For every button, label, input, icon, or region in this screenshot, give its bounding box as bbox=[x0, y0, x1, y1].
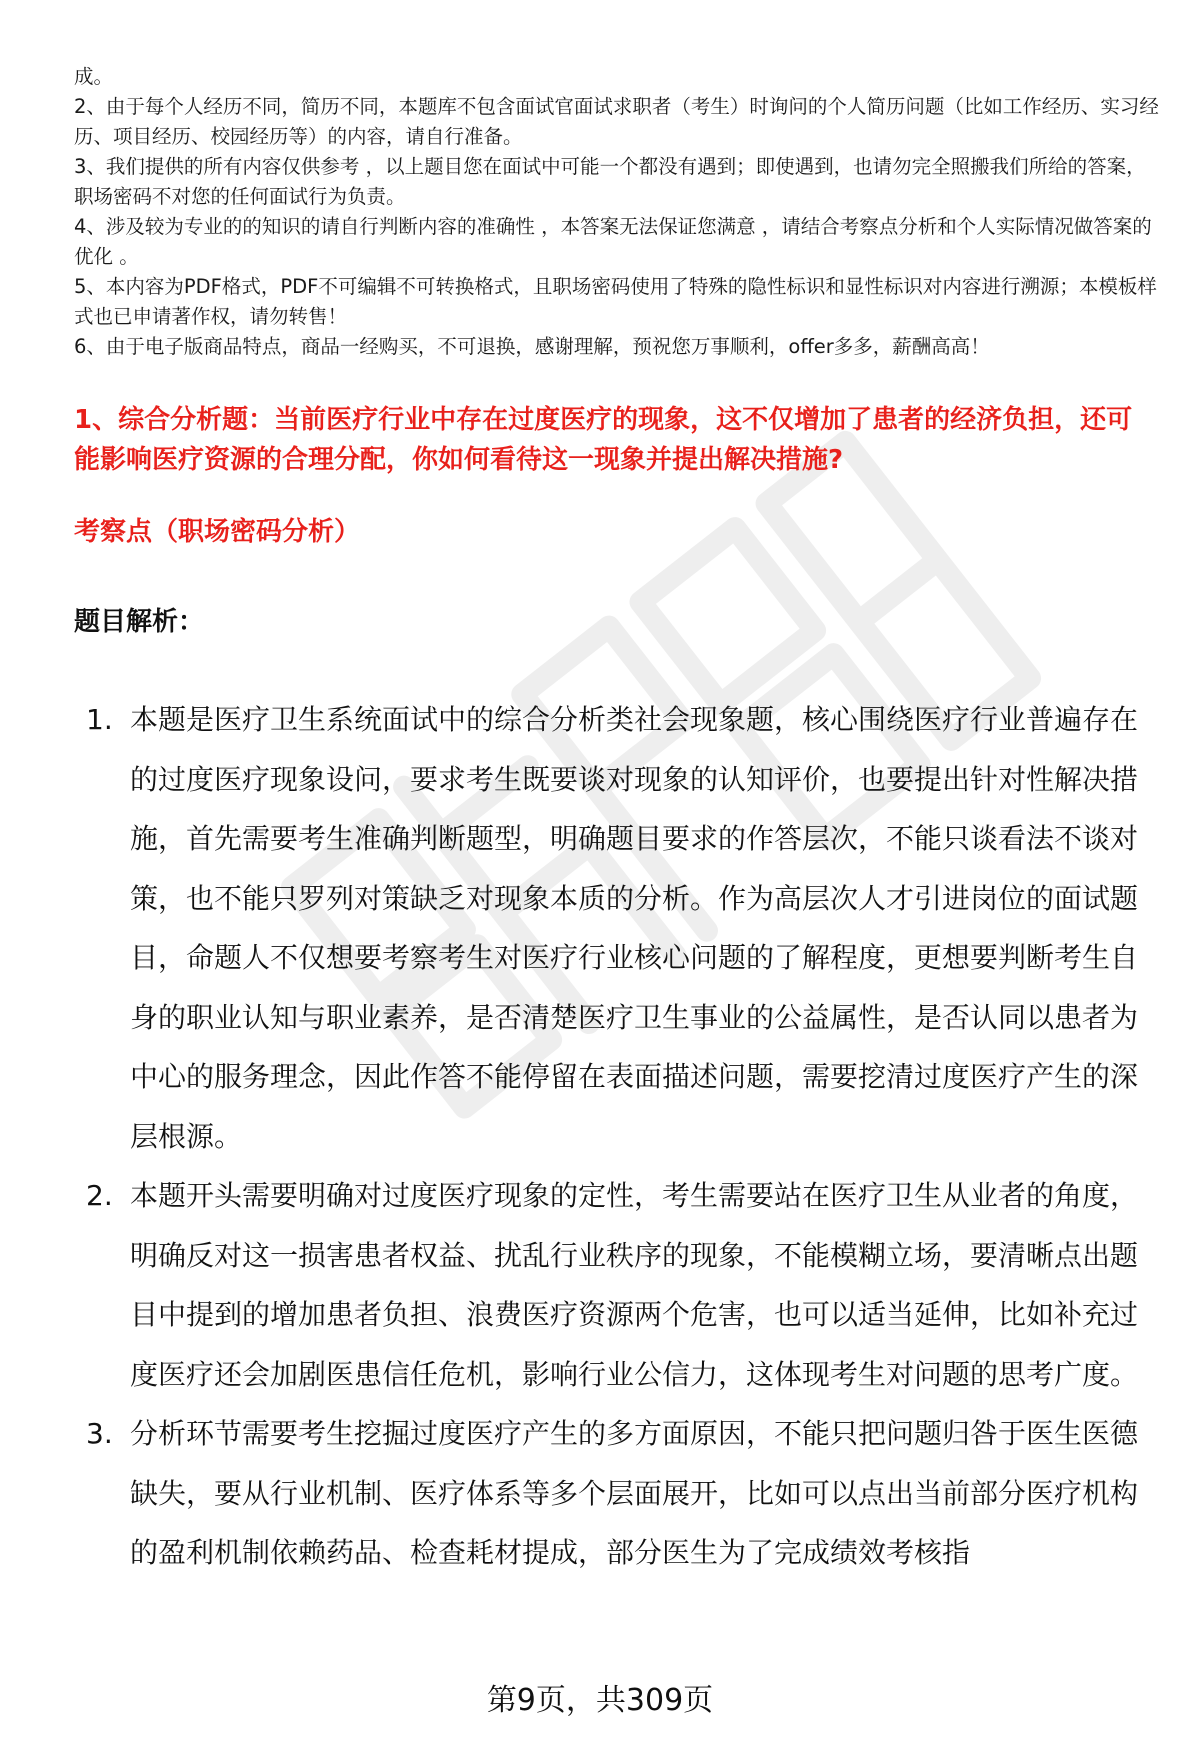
item-text: 分析环节需要考生挖掘过度医疗产生的多方面原因，不能只把问题归咎于医生医德缺失，要从行业机制、医疗体系等多个层面展开，比如可以点出当前部分医疗机构的盈利机制依赖药品、检查耗材提成，部分医生为了完成绩效考核指 bbox=[130, 1417, 1139, 1569]
disclaimer-notes bbox=[74, 62, 1164, 362]
analysis-heading: 题目解析： bbox=[74, 607, 205, 637]
item-number: 3. bbox=[86, 1417, 113, 1450]
analysis-item bbox=[80, 690, 1150, 1166]
note-line: 3、我们提供的所有内容仅供参考 ，以上题目您在面试中可能一个都没有遇到；即使遇到，也请勿完全照搬我们所给的答案，职场密码不对您的任何面试行为负责。 bbox=[74, 155, 1146, 208]
item-text: 本题开头需要明确对过度医疗现象的定性，考生需要站在医疗卫生从业者的角度，明确反对这一损害患者权益、扰乱行业秩序的现象，不能模糊立场，要清晰点出题目中提到的增加患者负担、浪费医疗资源两个危害，也可以适当延伸，比如补充过度医疗还会加剧医患信任危机，影响行业公信力，这体现考生对问题的思考广度。 bbox=[130, 1179, 1139, 1391]
note-line: 4、涉及较为专业的的知识的请自行判断内容的准确性 ，本答案无法保证您满意 ，请结合考察点分析和个人实际情况做答案的优化 。 bbox=[74, 215, 1152, 268]
analysis-item bbox=[80, 1166, 1150, 1404]
note-line: 6、由于电子版商品特点，商品一经购买，不可退换，感谢理解，预祝您万事顺利，offer多多，薪酬高高！ bbox=[74, 335, 990, 358]
page-footer: 第9页，共309页 bbox=[486, 1683, 714, 1718]
item-number: 2. bbox=[86, 1179, 113, 1212]
question-title: 1、综合分析题：当前医疗行业中存在过度医疗的现象，这不仅增加了患者的经济负担，还可能影响医疗资源的合理分配，你如何看待这一现象并提出解决措施? bbox=[74, 405, 1133, 475]
analysis-item bbox=[80, 1404, 1150, 1583]
note-line: 5、本内容为PDF格式，PDF不可编辑不可转换格式，且职场密码使用了特殊的隐性标识和显性标识对内容进行溯源；本模板样式也已申请著作权，请勿转售！ bbox=[74, 275, 1157, 328]
note-line: 2、由于每个人经历不同，简历不同，本题库不包含面试官面试求职者（考生）时询问的个人简历问题（比如工作经历、实习经历、项目经历、校园经历等）的内容，请自行准备。 bbox=[74, 95, 1159, 148]
analysis-list bbox=[80, 690, 1150, 1583]
note-line: 成。 bbox=[74, 65, 114, 88]
exam-point-heading: 考察点（职场密码分析） bbox=[74, 517, 361, 547]
item-number: 1. bbox=[86, 703, 113, 736]
item-text: 本题是医疗卫生系统面试中的综合分析类社会现象题，核心围绕医疗行业普遍存在的过度医疗现象设问，要求考生既要谈对现象的认知评价，也要提出针对性解决措施，首先需要考生准确判断题型，明确题目要求的作答层次，不能只谈看法不谈对策，也不能只罗列对策缺乏对现象本质的分析。作为高层次人才引进岗位的面试题目，命题人不仅想要考察考生对医疗行业核心问题的了解程度，更想要判断考生自身的职业认知与职业素养，是否清楚医疗卫生事业的公益属性，是否认同以患者为中心的服务理念，因此作答不能停留在表面描述问题，需要挖清过度医疗产生的深层根源。 bbox=[130, 703, 1139, 1153]
